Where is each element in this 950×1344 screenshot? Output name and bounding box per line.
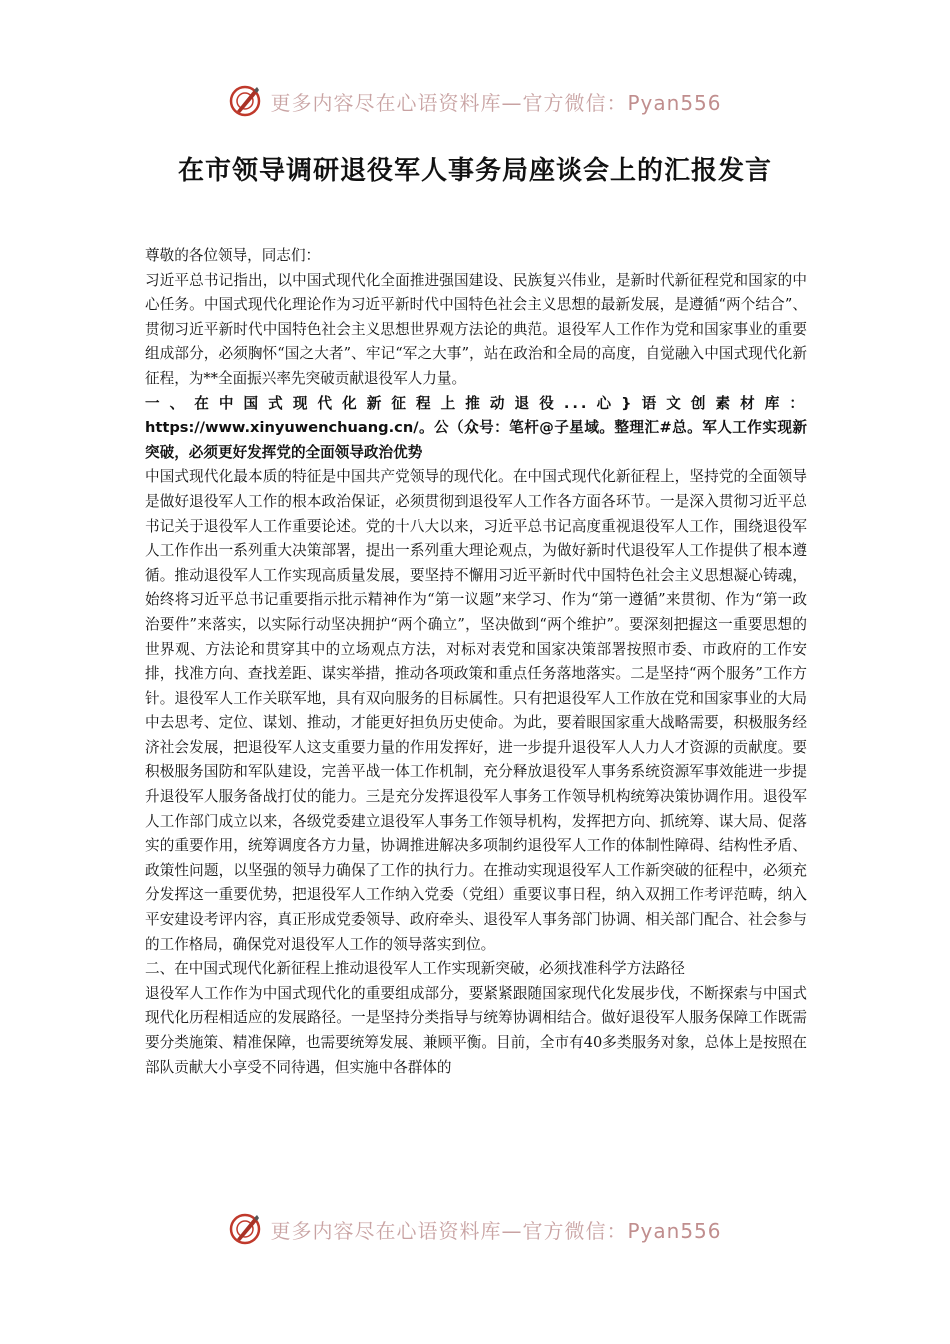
document-body	[145, 244, 807, 1080]
section-1-heading-part-a: 一、在中国式现代化新征程上推动退役...心}语文创素材库：	[145, 394, 807, 412]
watermark-text: 更多内容尽在心语资料库—官方微信：Pyan556	[270, 1218, 722, 1243]
section-2-body: 退役军人工作作为中国式现代化的重要组成部分，要紧紧跟随国家现代化发展步伐，不断探索与中国式现代化历程相适应的发展路径。一是坚持分类指导与统筹协调相结合。做好退役军人服务保障工作既需要分类施策、精准保障，也需要统筹发展、兼顾平衡。目前，全市有40多类服务对象，总体上是按照在部队贡献大小享受不同待遇，但实施中各群体的	[145, 984, 807, 1076]
section-1-heading-part-b: https://www.xinyuwenchuang.cn/。公（众号：笔杆@子星域。整理汇#总。军人工作实现新突破，必须更好发挥党的全面领导政治优势	[145, 419, 807, 461]
section-2-heading: 二、在中国式现代化新征程上推动退役军人工作实现新突破，必须找准科学方法路径	[145, 960, 685, 978]
greeting: 尊敬的各位领导，同志们：	[145, 247, 321, 264]
section-1-body: 中国式现代化最本质的特征是中国共产党领导的现代化。在中国式现代化新征程上，坚持党的全面领导是做好退役军人工作的根本政治保证，必须贯彻到退役军人工作各方面各环节。一是深入贯彻习近平总书记关于退役军人工作重要论述。党的十八大以来，习近平总书记高度重视退役军人工作，围绕退役军人工作作出一系列重大决策部署，提出一系列重大理论观点，为做好新时代退役军人工作提供了根本遵循。推动退役军人工作实现高质量发展，要坚持不懈用习近平新时代中国特色社会主义思想凝心铸魂，始终将习近平总书记重要指示批示精神作为“第一议题”来学习、作为“第一遵循”来贯彻、作为“第一政治要件”来落实，以实际行动坚决拥护“两个确立”，坚决做到“两个维护”。要深刻把握这一重要思想的世界观、方法论和贯穿其中的立场观点方法，对标对表党和国家决策部署按照市委、市政府的工作安排，找准方向、查找差距、谋实举措，推动各项政策和重点任务落地落实。二是坚持“两个服务”工作方针。退役军人工作关联军地，具有双向服务的目标属性。只有把退役军人工作放在党和国家事业的大局中去思考、定位、谋划、推动，才能更好担负历史使命。为此，要着眼国家重大战略需要，积极服务经济社会发展，把退役军人这支重要力量的作用发挥好，进一步提升退役军人人力人才资源的贡献度。要积极服务国防和军队建设，完善平战一体工作机制，充分释放退役军人事务系统资源军事效能进一步提升退役军人服务备战打仗的能力。三是充分发挥退役军人事务工作领导机构统筹决策协调作用。退役军人工作部门成立以来，各级党委建立退役军人事务工作领导机构，发挥把方向、抓统筹、谋大局、促落实的重要作用，统筹调度各方力量，协调推进解决多项制约退役军人工作的体制性障碍、结构性矛盾、政策性问题，以坚强的领导力确保了工作的执行力。在推动实现退役军人工作新突破的征程中，必须充分发挥这一重要优势，把退役军人工作纳入党委（党组）重要议事日程，纳入双拥工作考评范畴，纳入平安建设考评内容，真正形成党委领导、政府牵头、退役军人事务部门协调、相关部门配合、社会参与的工作格局，确保党对退役军人工作的领导落实到位。	[145, 468, 807, 953]
document-title: 在市领导调研退役军人事务局座谈会上的汇报发言	[177, 156, 772, 186]
pen-circle-logo-icon	[228, 1212, 262, 1246]
intro-paragraph: 习近平总书记指出，以中国式现代化全面推进强国建设、民族复兴伟业，是新时代新征程党和国家的中心任务。中国式现代化理论作为习近平新时代中国特色社会主义思想的最新发展，是遵循“两个结合”、贯彻习近平新时代中国特色社会主义思想世界观方法论的典范。退役军人工作作为党和国家事业的重要组成部分，必须胸怀“国之大者”、牢记“军之大事”，站在政治和全局的高度，自觉融入中国式现代化新征程，为**全面振兴率先突破贡献退役军人力量。	[145, 271, 807, 387]
watermark-text: 更多内容尽在心语资料库—官方微信：Pyan556	[270, 90, 722, 115]
wechat-id: Pyan556	[627, 90, 722, 115]
footer-watermark-banner	[0, 1212, 950, 1246]
header-watermark-banner	[0, 84, 950, 118]
pen-circle-logo-icon	[228, 84, 262, 118]
wechat-id: Pyan556	[627, 1218, 722, 1243]
section-1-heading	[145, 392, 807, 466]
